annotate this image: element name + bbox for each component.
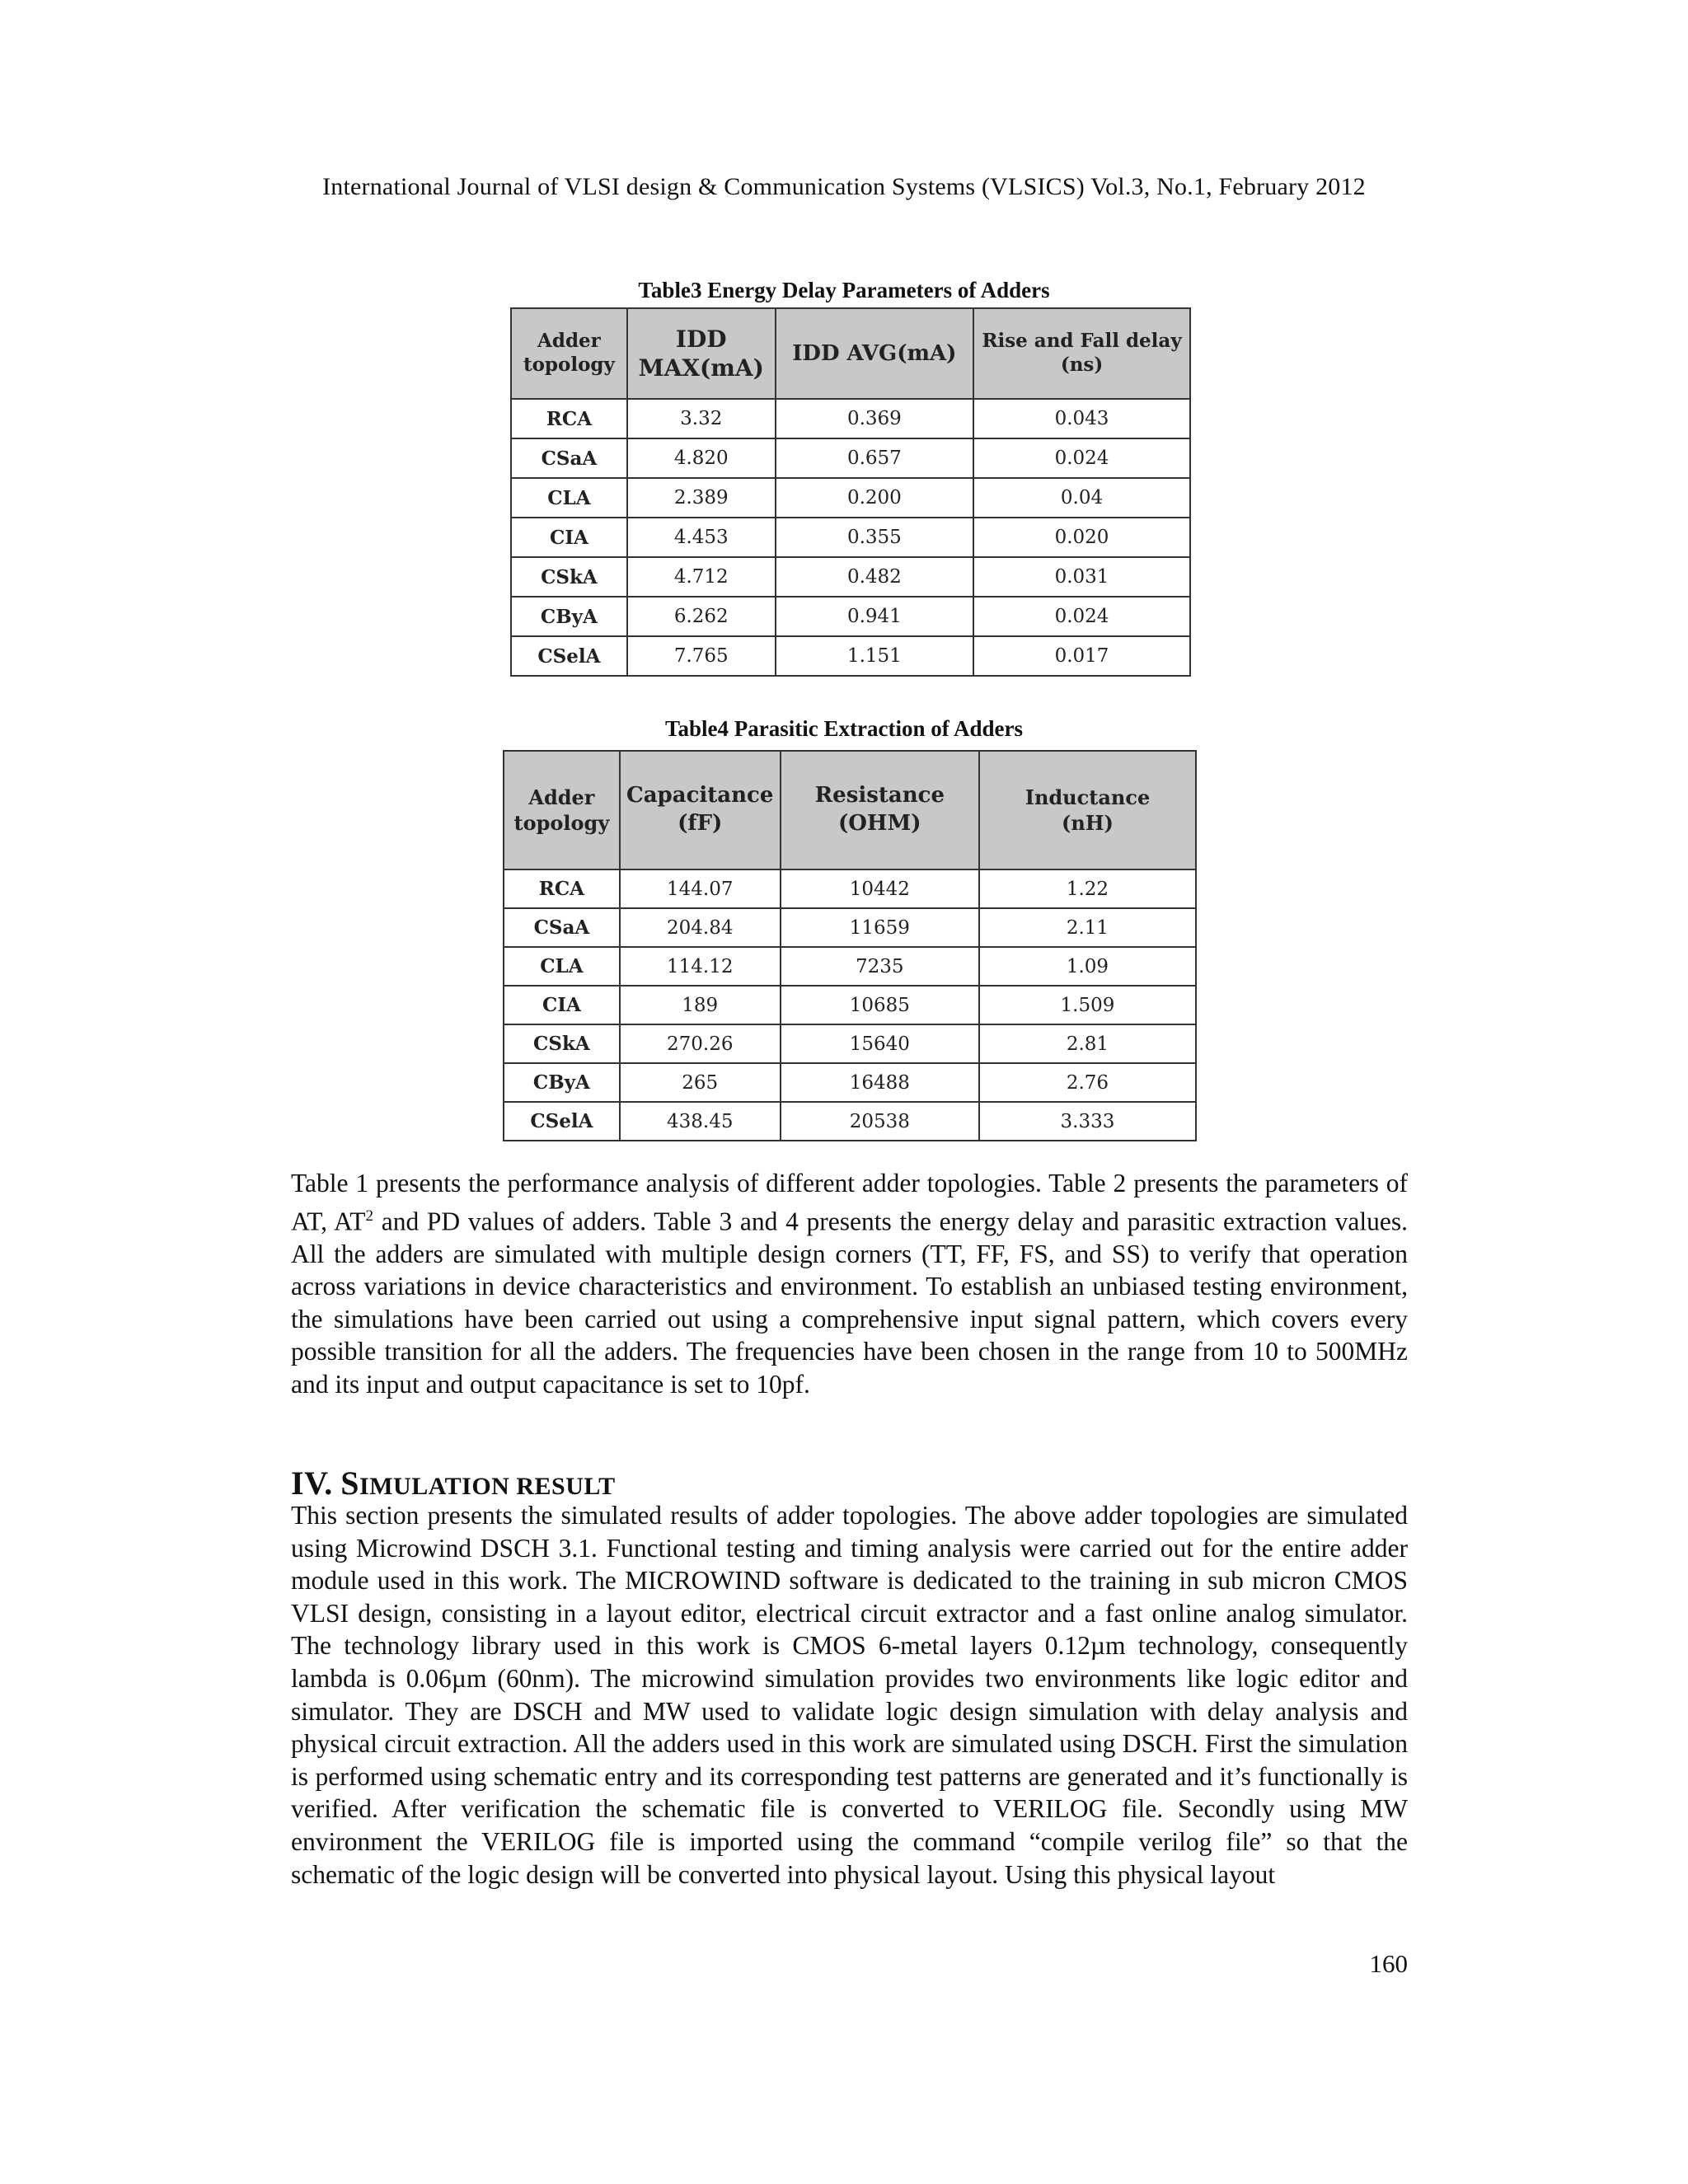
table-cell: CLA bbox=[504, 947, 620, 986]
table-cell: 3.32 bbox=[627, 399, 776, 438]
table4-parasitic-extraction bbox=[503, 750, 1197, 1141]
table3-header-cell: IDD MAX(mA) bbox=[627, 308, 776, 399]
table-cell: 0.04 bbox=[973, 478, 1190, 518]
paragraph-simulation: This section presents the simulated results of adder topologies. The above adder topologies are simulated using Microwind DSCH 3.1. Functional testing and timing analysis were carried out for the entire adder module used in this work. The MICROWIND software is dedicated to the training in sub micron CMOS VLSI design, consisting in a layout editor, electrical circuit extractor and a fast online analog simulator. The technology library used in this work is CMOS 6-metal layers 0.12µm technology, consequently lambda is 0.06µm (60nm). The microwind simulation provides two environments like logic editor and simulator. They are DSCH and MW used to validate logic design simulation with delay analysis and physical circuit extraction. All the adders used in this work are simulated using DSCH. First the simulation is performed using schematic entry and its corresponding test patterns are generated and it’s functionally is verified. After verification the schematic file is converted to VERILOG file. Secondly using MW environment the VERILOG file is imported using the command “compile verilog file” so that the schematic of the logic design will be converted into physical layout. Using this physical layout bbox=[291, 1501, 1408, 1889]
table-row bbox=[504, 908, 1196, 947]
table-cell: 0.369 bbox=[776, 399, 973, 438]
section-number: IV. bbox=[291, 1465, 333, 1502]
table-cell: 10685 bbox=[781, 986, 979, 1024]
table4-header-cell: Adder topology bbox=[504, 751, 620, 869]
table4-header-cell: Capacitance (fF) bbox=[620, 751, 781, 869]
section-title: IMULATION RESULT bbox=[359, 1473, 616, 1500]
table-row bbox=[511, 478, 1190, 518]
table-cell: 270.26 bbox=[620, 1024, 781, 1063]
table-row bbox=[511, 399, 1190, 438]
section-heading bbox=[291, 1464, 616, 1502]
table3-header-row bbox=[511, 308, 1190, 399]
table-cell: 438.45 bbox=[620, 1102, 781, 1141]
paragraph-text: Table 1 presents the performance analysis of different adder topologies. Table 2 presents the parameters of AT, AT bbox=[291, 1169, 1408, 1236]
table4-caption: Table4 Parasitic Extraction of Adders bbox=[665, 716, 1023, 741]
table-cell: 0.024 bbox=[973, 438, 1190, 478]
table-cell: 1.22 bbox=[979, 869, 1196, 908]
table-cell: 7235 bbox=[781, 947, 979, 986]
table-cell: 20538 bbox=[781, 1102, 979, 1141]
table4-header-cell: Inductance (nH) bbox=[979, 751, 1196, 869]
table-cell: 0.031 bbox=[973, 557, 1190, 597]
table-row bbox=[504, 1102, 1196, 1141]
table-cell: CSaA bbox=[504, 908, 620, 947]
table-cell: CByA bbox=[511, 597, 627, 636]
table-cell: CIA bbox=[511, 518, 627, 557]
table-cell: CByA bbox=[504, 1063, 620, 1102]
table-cell: RCA bbox=[504, 869, 620, 908]
table-cell: CSkA bbox=[511, 557, 627, 597]
table-cell: CSelA bbox=[504, 1102, 620, 1141]
table-row bbox=[511, 518, 1190, 557]
table-cell: 0.024 bbox=[973, 597, 1190, 636]
table-cell: 144.07 bbox=[620, 869, 781, 908]
table4-header-row bbox=[504, 751, 1196, 869]
table4-header-cell: Resistance (OHM) bbox=[781, 751, 979, 869]
table-cell: 11659 bbox=[781, 908, 979, 947]
table-row bbox=[504, 1063, 1196, 1102]
table-cell: 0.020 bbox=[973, 518, 1190, 557]
table-cell: 204.84 bbox=[620, 908, 781, 947]
table-cell: CSelA bbox=[511, 636, 627, 676]
table-cell: 0.482 bbox=[776, 557, 973, 597]
table-cell: 3.333 bbox=[979, 1102, 1196, 1141]
table-cell: CSkA bbox=[504, 1024, 620, 1063]
section-initial: S bbox=[340, 1465, 360, 1502]
table-row bbox=[504, 986, 1196, 1024]
table-cell: 0.017 bbox=[973, 636, 1190, 676]
table-cell: 265 bbox=[620, 1063, 781, 1102]
table-cell: 7.765 bbox=[627, 636, 776, 676]
table-cell: 2.389 bbox=[627, 478, 776, 518]
paragraph-table-summary bbox=[291, 1167, 1408, 1401]
table-cell: CIA bbox=[504, 986, 620, 1024]
table-cell: 1.09 bbox=[979, 947, 1196, 986]
table-cell: CSaA bbox=[511, 438, 627, 478]
table-cell: 0.657 bbox=[776, 438, 973, 478]
table-cell: 2.11 bbox=[979, 908, 1196, 947]
table-cell: 4.712 bbox=[627, 557, 776, 597]
table-row bbox=[504, 869, 1196, 908]
superscript: 2 bbox=[365, 1207, 374, 1225]
table-cell: 6.262 bbox=[627, 597, 776, 636]
table3-header-cell: IDD AVG(mA) bbox=[776, 308, 973, 399]
table-cell: 16488 bbox=[781, 1063, 979, 1102]
table-cell: 0.200 bbox=[776, 478, 973, 518]
table-row bbox=[504, 1024, 1196, 1063]
table-cell: 4.820 bbox=[627, 438, 776, 478]
table-cell: 0.355 bbox=[776, 518, 973, 557]
page-number: 160 bbox=[1369, 1949, 1408, 1978]
table-row bbox=[511, 636, 1190, 676]
table-cell: 15640 bbox=[781, 1024, 979, 1063]
table-cell: 10442 bbox=[781, 869, 979, 908]
table-cell: 0.043 bbox=[973, 399, 1190, 438]
journal-header: International Journal of VLSI design & Communication Systems (VLSICS) Vol.3, No.1, February 2012 bbox=[322, 173, 1366, 200]
table3-caption: Table3 Energy Delay Parameters of Adders bbox=[638, 278, 1050, 302]
table-cell: 0.941 bbox=[776, 597, 973, 636]
table-row bbox=[511, 438, 1190, 478]
table-cell: RCA bbox=[511, 399, 627, 438]
table3-energy-delay bbox=[510, 307, 1191, 677]
table-row bbox=[511, 597, 1190, 636]
table-cell: 1.151 bbox=[776, 636, 973, 676]
table-cell: 189 bbox=[620, 986, 781, 1024]
table-cell: 114.12 bbox=[620, 947, 781, 986]
table-row bbox=[511, 557, 1190, 597]
table-cell: CLA bbox=[511, 478, 627, 518]
table-cell: 4.453 bbox=[627, 518, 776, 557]
paragraph-text: and PD values of adders. Table 3 and 4 presents the energy delay and parasitic extraction values. All the adders are simulated with multiple design corners (TT, FF, FS, and SS) to verify that operation across variations in device characteristics and environment. To establish an unbiased testing environment, the simulations have been carried out using a comprehensive input signal pattern, which covers every possible transition for all the adders. The frequencies have been chosen in the range from 10 to 500MHz and its input and output capacitance is set to 10pf. bbox=[291, 1207, 1409, 1399]
table-cell: 2.76 bbox=[979, 1063, 1196, 1102]
table-cell: 2.81 bbox=[979, 1024, 1196, 1063]
table-row bbox=[504, 947, 1196, 986]
table3-header-cell: Adder topology bbox=[511, 308, 627, 399]
table3-header-cell: Rise and Fall delay (ns) bbox=[973, 308, 1190, 399]
table-cell: 1.509 bbox=[979, 986, 1196, 1024]
